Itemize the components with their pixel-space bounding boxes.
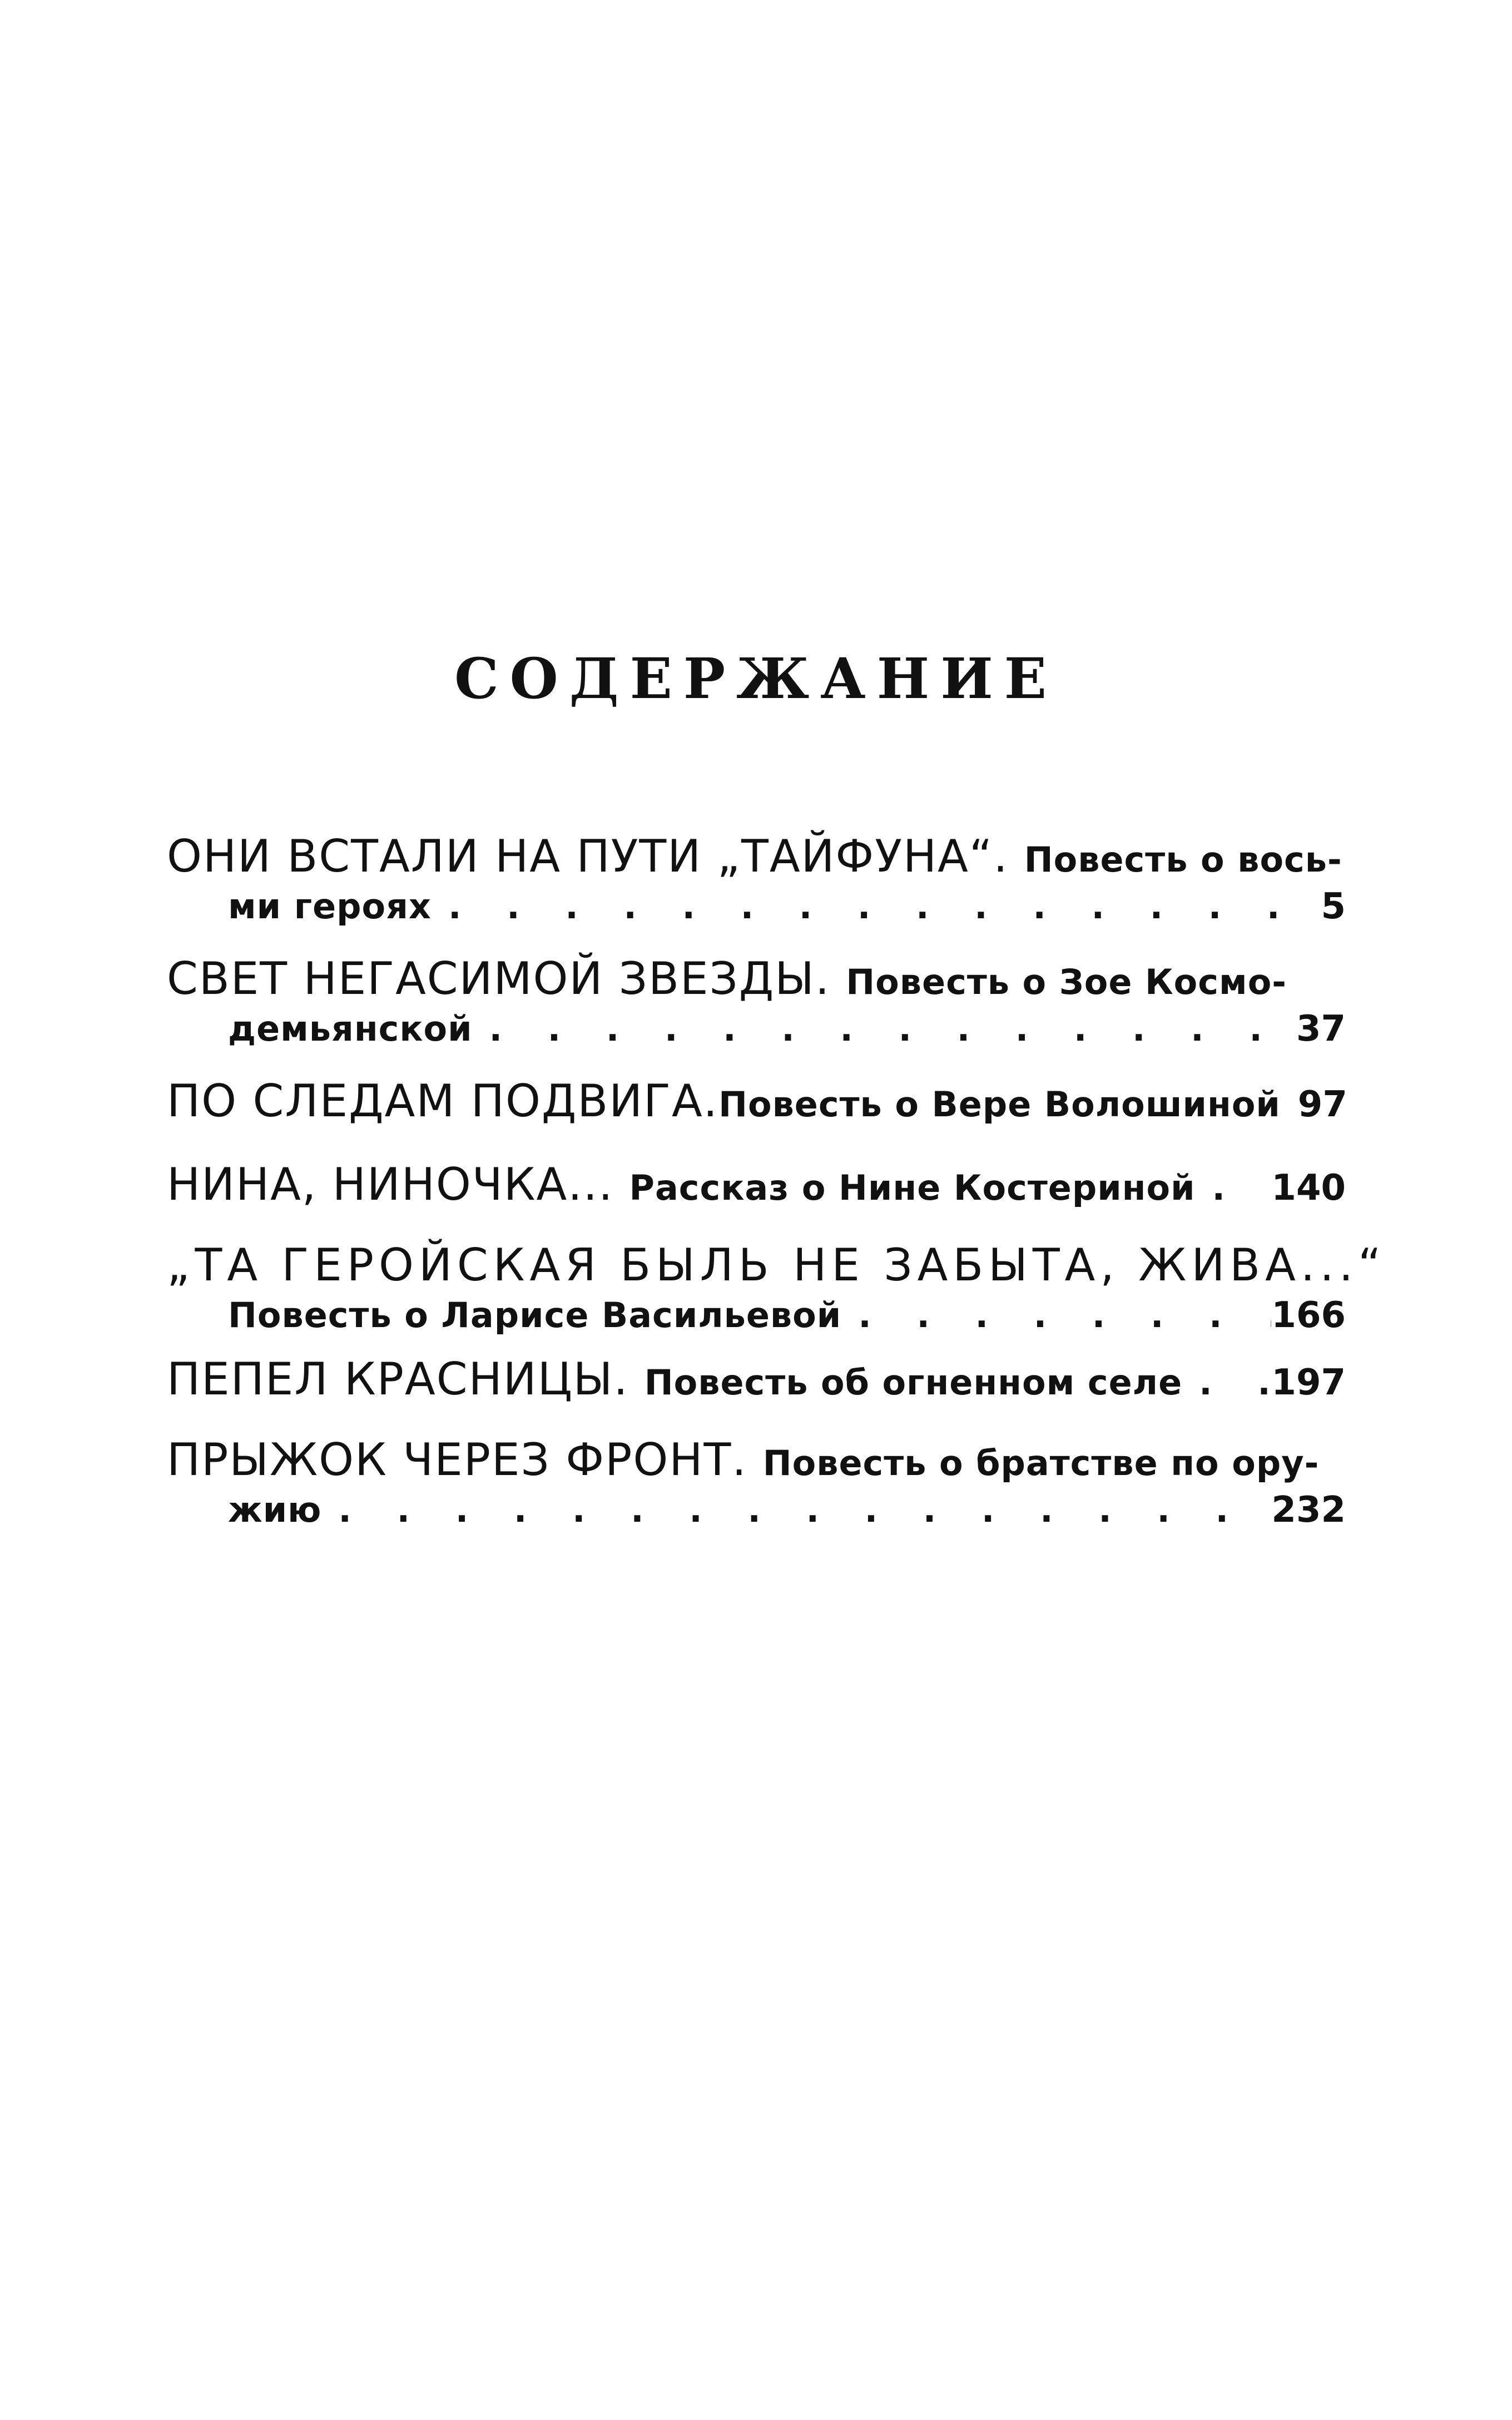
entry-title: НИНА, НИНОЧКА... bbox=[167, 1159, 614, 1210]
entry-title: ПРЫЖОК ЧЕРЕЗ ФРОНТ. bbox=[167, 1434, 747, 1486]
entry-subtitle: Рассказ о Нине Костериной bbox=[629, 1167, 1196, 1208]
page-title: СОДЕРЖАНИЕ bbox=[454, 646, 1058, 711]
entry-subtitle: Повесть о Зое Космо- bbox=[846, 962, 1287, 1002]
entry-title: ПО СЛЕДАМ ПОДВИГА. bbox=[167, 1075, 719, 1127]
entry-subtitle: Повесть о Ларисе Васильевой bbox=[228, 1295, 842, 1335]
page-number: 140 bbox=[1271, 1167, 1346, 1209]
page-number: 5 bbox=[1321, 886, 1346, 927]
entry-subtitle-continued: ми героях bbox=[228, 886, 432, 927]
toc-entry bbox=[167, 1238, 1386, 1338]
page-number: 97 bbox=[1297, 1084, 1347, 1125]
dot-leader bbox=[1182, 1355, 1271, 1411]
page-number: 166 bbox=[1271, 1295, 1346, 1336]
toc-entry bbox=[167, 1073, 1346, 1129]
toc-entry bbox=[167, 951, 1346, 1051]
dot-leader bbox=[1196, 1160, 1272, 1216]
dot-leader bbox=[841, 1293, 1271, 1338]
page-number: 232 bbox=[1271, 1489, 1346, 1531]
toc-entry bbox=[167, 1157, 1346, 1213]
dot-leader bbox=[473, 1007, 1279, 1051]
entry-subtitle-continued: жию bbox=[228, 1489, 322, 1530]
toc-entry bbox=[167, 829, 1346, 929]
entry-title: ОНИ ВСТАЛИ НА ПУТИ „ТАЙФУНА“. bbox=[167, 830, 1009, 882]
entry-title: СВЕТ НЕГАСИМОЙ ЗВЕЗДЫ. bbox=[167, 953, 831, 1004]
dot-leader bbox=[432, 884, 1279, 929]
page-number: 37 bbox=[1296, 1008, 1346, 1050]
entry-subtitle-continued: демьянской bbox=[228, 1008, 473, 1049]
entry-subtitle: Повесть о Вере Волошиной bbox=[718, 1084, 1281, 1125]
page-number: 197 bbox=[1271, 1362, 1346, 1403]
entry-subtitle: Повесть об огненном селе bbox=[644, 1362, 1183, 1403]
dot-leader bbox=[321, 1488, 1271, 1532]
entry-subtitle: Повесть о братстве по ору- bbox=[762, 1443, 1320, 1483]
entry-title: ПЕПЕЛ КРАСНИЦЫ. bbox=[167, 1353, 629, 1405]
toc-entry bbox=[167, 1432, 1346, 1532]
entry-subtitle: Повесть о вось- bbox=[1024, 839, 1342, 880]
entry-title: „ТА ГЕРОЙСКАЯ БЫЛЬ НЕ ЗАБЫТА, ЖИВА...“ bbox=[167, 1239, 1386, 1291]
toc-entry bbox=[167, 1352, 1346, 1407]
